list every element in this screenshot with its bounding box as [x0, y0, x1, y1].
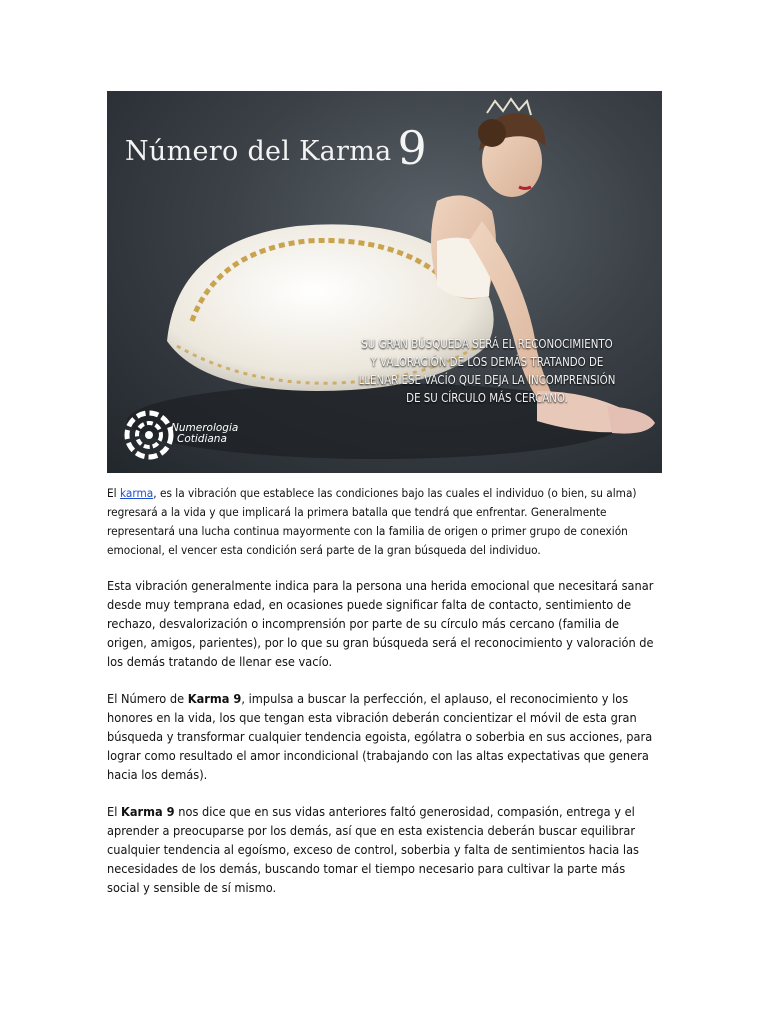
karma-link[interactable]: karma	[119, 486, 154, 500]
hero-image	[107, 91, 662, 473]
paragraph-2: Esta vibración generalmente indica para la persona una herida emocional que necesitará sanar desde muy temprana edad, en ocasiones puede significar falta de contacto, sentimiento de rechazo, desvalorización o incomprensión por parte de su círculo más cercano (familia de origen, amigos, parientes), por lo que su gran búsqueda será el reconocimiento y valoración de los demás tratando de llenar ese vacío.	[107, 578, 654, 669]
paragraph-3	[107, 689, 661, 784]
paragraph-3-rest: , impulsa a buscar la perfección, el aplauso, el reconocimiento y los honores en la vida, los que tengan esta vibración deberán concientizar el móvil de esta gran búsqueda y transformar cualquier tendencia egoista, ególatra o soberbia en sus acciones, para lograr como resultado el amor incondicional (trabajando con las altas expectativas que genera hacia los demás).	[107, 691, 653, 782]
paragraph-1	[107, 484, 662, 560]
logo-wordmark	[171, 423, 238, 445]
hero-title-number: 9	[397, 121, 428, 175]
hero-title-text: Número del Karma	[125, 136, 392, 167]
article-body	[107, 484, 663, 915]
numerologia-logo-icon	[123, 409, 175, 461]
paragraph-4-start: El	[107, 804, 121, 819]
paragraph-4-rest: nos dice que en sus vidas anteriores faltó generosidad, compasión, entrega y el aprender a preocuparse por los demás, así que en esta existencia deberán buscar equilibrar cualquier tendencia al egoísmo, exceso de control, soberbia y falta de sentimientos hacia las necesidades de los demás, buscando tomar el tiempo necesario para cultivar la parte más social y sensible de sí mismo.	[107, 804, 639, 895]
hero-title	[125, 121, 427, 175]
paragraph-4	[107, 802, 661, 897]
paragraph-3-start: El Número de	[107, 691, 188, 706]
paragraph-1-rest: , es la vibración que establece las condiciones bajo las cuales el individuo (o bien, su alma) regresará a la vida y que implicará la primera batalla que tendrá que enfrentar. Generalmente representará una lucha continua mayormente con la familia de origen o primer grupo de conexión emocional, el vencer esta condición será parte de la gran búsqueda del individuo.	[107, 486, 637, 557]
paragraph-4-bold: Karma 9	[120, 804, 175, 819]
paragraph-1-start: El	[107, 486, 120, 500]
hero-caption: SU GRAN BÚSQUEDA SERÁ EL RECONOCIMIENTO Y VALORACIÓN DE LOS DEMÁS TRATANDO DE LLENAR ESE VACÍO QUE DEJA LA INCOMPRENSIÓN DE SU CÍRCULO MÁS CERCANO.	[358, 336, 616, 405]
paragraph-3-bold: Karma 9	[187, 691, 242, 706]
logo-line-1: Numerologia	[171, 422, 239, 434]
logo-line-2: Cotidiana	[177, 433, 227, 445]
numerologia-logo	[123, 409, 243, 459]
